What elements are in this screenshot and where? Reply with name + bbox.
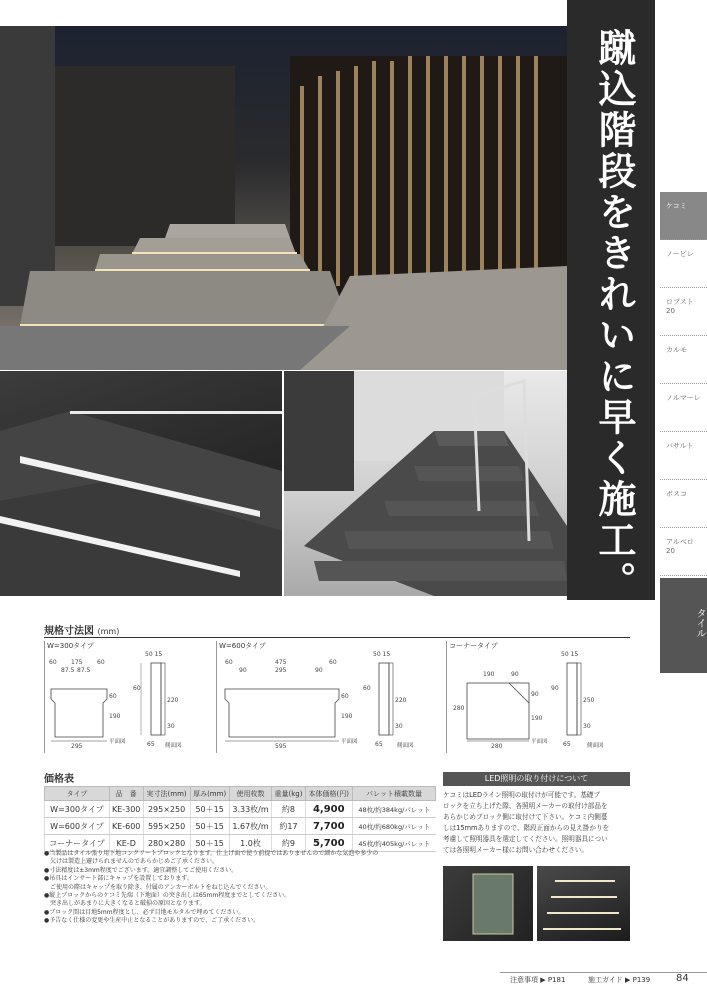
w600-dim-90b: 90: [315, 667, 323, 674]
corner-dim-width: 280: [491, 743, 503, 750]
table-cell: KE-600: [109, 818, 143, 835]
price-header-cell: 実寸法(mm): [143, 787, 190, 801]
spec-w300: [44, 641, 212, 753]
w600-cap-side: 側面図: [397, 743, 414, 749]
table-cell: 約17: [272, 818, 305, 835]
main-photo-night-steps: [0, 26, 567, 370]
price-header-cell: 重量(kg): [272, 787, 305, 801]
corner-side-90: 90: [551, 685, 559, 692]
spec-divider: [44, 637, 630, 638]
w300-dim-175: 175: [71, 659, 83, 666]
led-section-title: LED照明の取り付けについて: [443, 772, 630, 786]
led-line: ロックを立ち上げた際、各照明メーカーの取付け部品を: [443, 801, 608, 810]
price-title: 価格表: [44, 774, 74, 785]
w600-dim-60a: 60: [225, 659, 233, 666]
corner-dim-h280: 280: [453, 705, 465, 712]
left-photo-lit-stairs: [0, 371, 282, 596]
spec-w600-label: W=600タイプ: [219, 642, 266, 650]
w600-dim-475: 475: [275, 659, 287, 666]
corner-side-250: 250: [583, 697, 595, 704]
corner-dim-h90: 90: [531, 691, 539, 698]
table-row: [45, 818, 436, 835]
w600-dim-width: 595: [275, 743, 287, 750]
w600-dim-90a: 90: [239, 667, 247, 674]
w300-dim-875b: 87.5: [77, 667, 91, 674]
led-photo-entrance: [443, 866, 533, 941]
table-cell: 280×280: [143, 835, 190, 852]
table-cell: 595×250: [143, 818, 190, 835]
led-photo1-illustration: [443, 866, 533, 941]
note-line: 欠けは製造上避けられませんのであらかじめご了承ください。: [44, 858, 219, 866]
price-cell: 4,900: [305, 801, 352, 818]
note-line: ご使用の際はキャップを取り除き、付属のアンカーボルトをねじ込んでください。: [44, 883, 272, 891]
w600-side-65: 65: [375, 741, 383, 748]
corner-side-30: 30: [583, 723, 591, 730]
price-cell: 5,700: [305, 835, 352, 852]
corner-dim-90: 90: [511, 671, 519, 678]
spec-w600: [216, 641, 436, 753]
led-line: ケコミはLEDライン照明の取付けが可能です。基礎ブ: [443, 791, 600, 799]
table-cell: KE-D: [109, 835, 143, 852]
table-cell: 約9: [272, 835, 305, 852]
price-cell: 7,700: [305, 818, 352, 835]
right-photo-illustration: [284, 371, 567, 596]
led-description: [443, 790, 631, 855]
side-tabs: [660, 192, 707, 576]
page-title: 蹴込階段をきれいに早く施工。: [592, 28, 637, 602]
led-line: しは15mmありますので、階段正面からの見え掛かりを: [443, 823, 610, 832]
w600-dim-295: 295: [275, 667, 287, 674]
corner-dim-h190: 190: [531, 715, 543, 722]
w300-cap-side: 側面図: [165, 743, 182, 749]
w300-dim-h190: 190: [109, 713, 121, 720]
price-table: [44, 786, 436, 852]
w600-side-30: 30: [395, 723, 403, 730]
corner-cap-side: 側面図: [587, 743, 604, 749]
corner-side-top: 50 15: [561, 651, 579, 658]
table-cell: 50＋15: [190, 801, 229, 818]
tab-basalto[interactable]: バサルト: [660, 432, 707, 480]
price-header-cell: 使用枚数: [229, 787, 272, 801]
note-line: ●予告なく仕様の変更や生産中止となることがありますので、ご了承ください。: [44, 917, 260, 925]
price-header-row: [45, 787, 436, 801]
w600-side-60: 60: [363, 685, 371, 692]
spec-corner-label: コーナータイプ: [449, 642, 498, 650]
table-cell: コーナータイプ: [45, 835, 110, 852]
led-line: ては各照明メーカー様にお問い合わせください。: [443, 845, 588, 854]
led-line: 考慮して照明器具を選定してください。照明器具につい: [443, 834, 608, 843]
main-photo-illustration: [0, 26, 567, 370]
right-photo-entrance-stairs: [284, 371, 567, 596]
price-header-cell: 本体価格(円): [305, 787, 352, 801]
tab-bosco[interactable]: ボスコ: [660, 480, 707, 528]
note-line: ●縦上ブロックからのケコミ先端（下地面）の突き出しは65mm程度までとしてください。: [44, 892, 291, 900]
led-photo2-illustration: [537, 866, 630, 941]
note-line: 突き出しがあまりに大きくなると破損の原因となります。: [44, 900, 206, 908]
page-number: 84: [676, 973, 689, 984]
spec-title: [44, 622, 119, 637]
w300-cap-plan: 平面図: [109, 739, 126, 745]
spec-title-text: 規格寸法図: [44, 626, 94, 637]
w300-side-30: 30: [167, 723, 175, 730]
notes: [44, 850, 436, 926]
table-cell: 50＋15: [190, 835, 229, 852]
price-header-cell: パレット積載数量: [353, 787, 436, 801]
tab-albero20[interactable]: アルベロ 20: [660, 528, 707, 576]
note-line: ●当製品はタイル張り用下地コンクリートブロックとなります。仕上げ面で使う前提ではありませんので細かな気泡や多少の: [44, 850, 379, 857]
w300-dim-width: 295: [71, 743, 83, 750]
tab-tile[interactable]: タイル: [660, 578, 707, 673]
w300-side-220: 220: [167, 697, 179, 704]
price-header-cell: 厚み(mm): [190, 787, 229, 801]
tab-kekomi[interactable]: ケコミ: [660, 192, 707, 240]
footer-notice-link[interactable]: 注意事項 ▶ P181: [510, 976, 566, 984]
corner-side-65: 65: [563, 741, 571, 748]
note-line: ●寸法精度は±3mm程度でございます。適宜調整してご使用ください。: [44, 866, 238, 874]
w600-dim-h190: 190: [341, 713, 353, 720]
price-header-cell: タイプ: [45, 787, 110, 801]
table-cell: 48枚/約384kg/パレット: [353, 801, 436, 818]
table-cell: W=600タイプ: [45, 818, 110, 835]
w300-side-65: 65: [147, 741, 155, 748]
w300-dim-h60: 60: [109, 693, 117, 700]
tab-nobile[interactable]: ノービレ: [660, 240, 707, 288]
w600-cap-plan: 平面図: [341, 739, 358, 745]
left-photo-illustration: [0, 371, 282, 596]
corner-cap-plan: 平面図: [531, 739, 548, 745]
table-cell: 40枚/約680kg/パレット: [353, 818, 436, 835]
w600-side-220: 220: [395, 697, 407, 704]
w600-dim-h60: 60: [341, 693, 349, 700]
spec-w300-drawing: [45, 641, 213, 753]
table-cell: 45枚/約405kg/パレット: [353, 835, 436, 852]
corner-dim-190: 190: [483, 671, 495, 678]
table-cell: W=300タイプ: [45, 801, 110, 818]
table-cell: KE-300: [109, 801, 143, 818]
table-cell: 3.33枚/m: [229, 801, 272, 818]
table-cell: 1.0枚: [229, 835, 272, 852]
price-header-cell: 品 番: [109, 787, 143, 801]
table-cell: 50＋15: [190, 818, 229, 835]
table-cell: 約8: [272, 801, 305, 818]
w600-dim-60b: 60: [329, 659, 337, 666]
w300-dim-60a: 60: [49, 659, 57, 666]
spec-unit: (mm): [97, 627, 120, 636]
w300-dim-60b: 60: [97, 659, 105, 666]
table-cell: 295×250: [143, 801, 190, 818]
led-photo-steps: [537, 866, 630, 941]
note-line: ●ブロック間は目地5mm程度とし、必ず目地モルタルで埋めてください。: [44, 908, 245, 916]
footer-guide-link[interactable]: 施工ガイド ▶ P139: [588, 976, 651, 984]
w300-dim-875a: 87.5: [61, 667, 75, 674]
spec-w300-label: W=300タイプ: [47, 642, 94, 650]
tab-robusto20[interactable]: ロブスト 20: [660, 288, 707, 336]
table-row: [45, 801, 436, 818]
w300-side-60: 60: [133, 685, 141, 692]
table-row: [45, 835, 436, 852]
led-line: あらかじめブロック側に取付けて下さい。ケコミ内側蔓: [443, 812, 608, 821]
spec-corner: [446, 641, 630, 753]
tab-calmo[interactable]: カルモ: [660, 336, 707, 384]
w300-side-top: 50 15: [145, 651, 163, 658]
tab-normale[interactable]: ノルマーレ: [660, 384, 707, 432]
note-line: ●吊具はインサート部にキャップを設置しております。: [44, 875, 193, 883]
table-cell: 1.67枚/m: [229, 818, 272, 835]
w600-side-top: 50 15: [373, 651, 391, 658]
